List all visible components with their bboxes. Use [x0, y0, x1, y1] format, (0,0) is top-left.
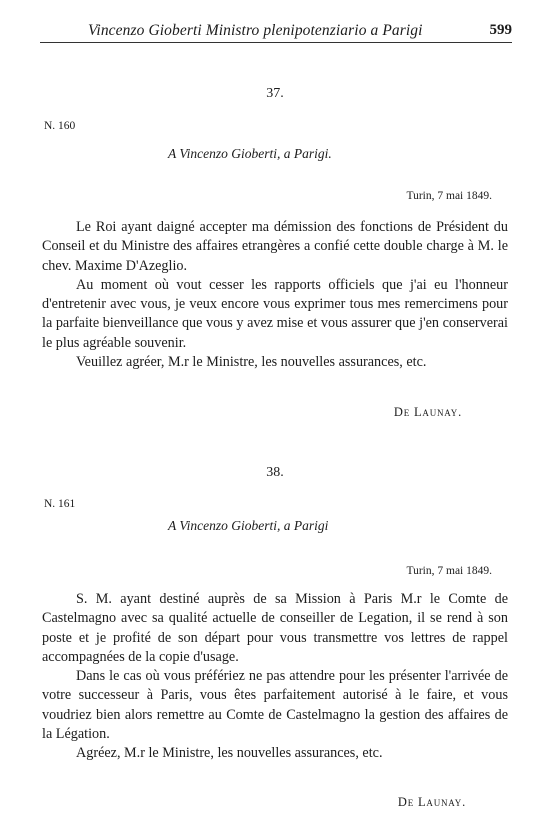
letter-addressee: A Vincenzo Gioberti, a Parigi.	[168, 146, 332, 161]
running-title: Vincenzo Gioberti Ministro plenipotenziario a Parigi	[88, 22, 423, 39]
letter-paragraph: Veuillez agréer, M.r le Ministre, les nouvelles assurances, etc.	[76, 354, 427, 371]
letter-paragraph: Agréez, M.r le Ministre, les nouvelles assurances, etc.	[76, 745, 383, 762]
letter-body	[42, 590, 508, 764]
letter-paragraph: Le Roi ayant daigné accepter ma démission des fonctions de Président du Conseil et du Ministre des affaires etrangères a confié cette double charge à M. le chev. Maxime D'Azeglio.	[42, 219, 508, 274]
document-reference: N. 160	[44, 120, 76, 132]
letter-body	[42, 218, 508, 372]
letter-paragraph: Au moment où vout cesser les rapports officiels que j'ai eu l'honneur d'entretenir avec vous, je veux encore vous exprimer tous mes remercimens pour la parfaite bienveillance que vous y avez mise et vous assurer que j'en conserverai le plus agréable souvenir.	[42, 276, 508, 351]
letter-number: 38.	[266, 465, 284, 480]
letter-signature: De Launay.	[393, 405, 462, 419]
letter-paragraph: S. M. ayant destiné auprès de sa Mission à Paris M.r le Comte de Castelmagno avec sa qualité actuelle de conseiller de Legation, il se rend à son poste et je profité de son départ pour vous transmettre vos lettres de rappel accompagnées de la copie d'usage.	[42, 591, 508, 665]
letter-signature: De Launay.	[397, 795, 466, 809]
page-number: 599	[489, 22, 512, 38]
running-header	[40, 22, 512, 43]
document-reference: N. 161	[44, 498, 76, 510]
letter-number: 37.	[266, 86, 284, 101]
letter-dateline: Turin, 7 mai 1849.	[406, 565, 492, 577]
letter-paragraph: Dans le cas où vous préfériez ne pas attendre pour les présenter l'arrivée de votre successeur à Paris, vous êtes parfaitement autorisé à le faire, et vous voudriez bien alors remettre au Comte de Castelmagno la gestion des affaires de la Légation.	[42, 668, 508, 743]
letter-addressee: A Vincenzo Gioberti, a Parigi	[168, 518, 329, 533]
letter-dateline: Turin, 7 mai 1849.	[406, 190, 492, 202]
